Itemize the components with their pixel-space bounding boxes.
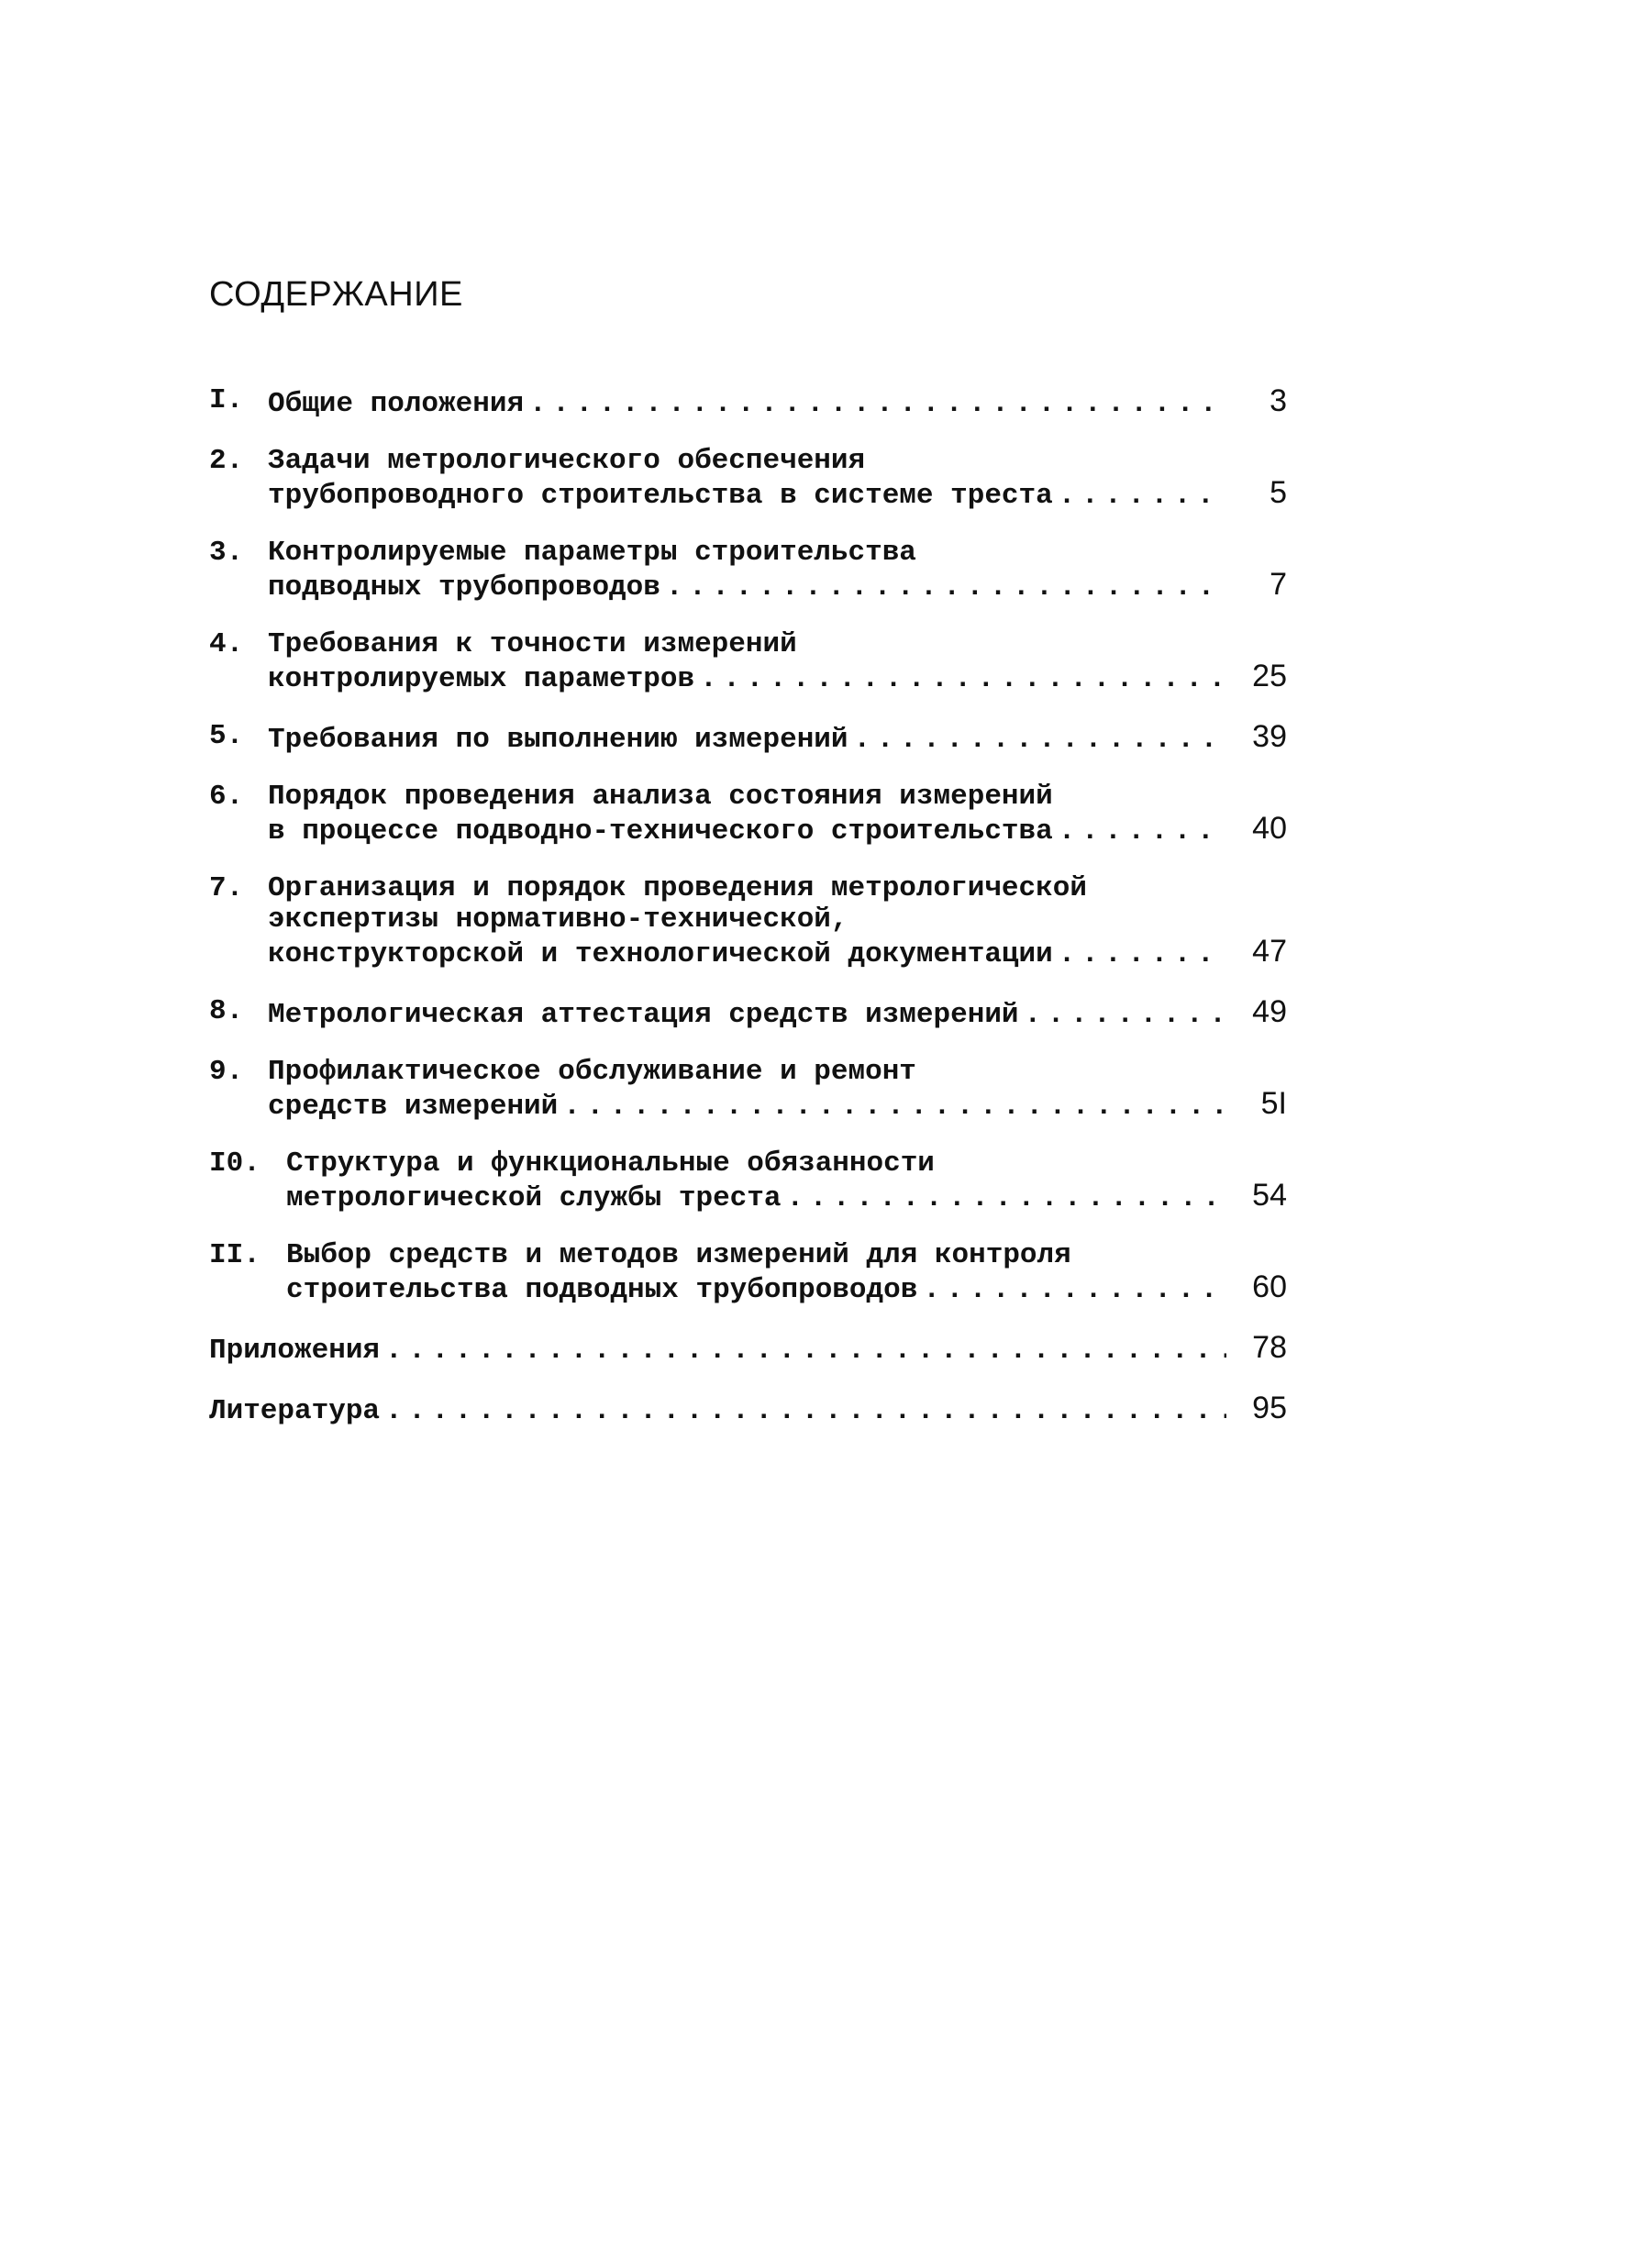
toc-entry-number: 2. [209,445,244,477]
dot-leader [854,725,1226,756]
toc-entry-11 [209,1240,1287,1306]
table-of-contents [209,385,1287,1453]
toc-entry-page: 3 [1269,383,1287,418]
toc-entry-page: 25 [1252,659,1287,693]
dot-leader [700,664,1226,695]
toc-entry-8 [209,996,1287,1031]
dot-leader [1059,481,1226,512]
toc-entry-page: 5I [1260,1086,1287,1121]
toc-entry-page: 54 [1252,1178,1287,1213]
toc-entry-last-line [268,996,1287,1031]
toc-entry-line: Требования к точности измерений [268,629,797,660]
toc-entry-body [209,1392,1287,1427]
dot-leader [666,572,1226,604]
toc-entry-number: 9. [209,1056,244,1088]
toc-entry-line: Контролируемые параметры строительства [268,538,916,569]
toc-entry-9 [209,1057,1287,1123]
toc-entry-title: Литература [209,1395,381,1427]
toc-entry-3 [209,538,1287,604]
dot-leader [1059,939,1226,970]
toc-entry-title: контролируемых параметров [268,663,695,695]
toc-entry-number: I. [209,384,244,416]
toc-entry-number: 7. [209,872,244,904]
toc-entry-number: 3. [209,537,244,569]
toc-entry-title: Общие положения [268,388,525,420]
toc-entry-last-line [268,813,1287,848]
toc-entry-title: метрологической службы треста [286,1182,782,1214]
toc-entry-number: II. [209,1239,261,1271]
dot-leader [385,1336,1226,1367]
toc-entry-literature [209,1392,1287,1427]
toc-entry-2 [209,446,1287,512]
toc-entry-page: 40 [1252,811,1287,846]
toc-entry-number: I0. [209,1147,261,1180]
toc-entry-line: экспертизы нормативно-технической, [268,904,848,936]
toc-entry-title: Метрологическая аттестация средств измерений [268,999,1019,1031]
dot-leader [385,1396,1226,1427]
toc-entry-7 [209,873,1287,970]
toc-entry-last-line [268,385,1287,420]
toc-heading: СОДЕРЖАНИЕ [209,275,463,314]
toc-entry-body [268,1057,1287,1123]
toc-entry-body [268,629,1287,695]
toc-entry-line: Профилактическое обслуживание и ремонт [268,1057,916,1088]
toc-entry-line: Организация и порядок проведения метрологической [268,873,1087,904]
toc-entry-last-line [209,1332,1287,1367]
toc-entry-page: 78 [1252,1330,1287,1365]
toc-entry-title: Требования по выполнению измерений [268,724,848,756]
toc-entry-title: подводных трубопроводов [268,571,660,604]
toc-entry-last-line [268,569,1287,604]
toc-entry-body [268,446,1287,512]
toc-entry-last-line [286,1180,1287,1214]
toc-entry-last-line [268,721,1287,756]
dot-leader [1025,1000,1226,1031]
toc-entry-number: 5. [209,720,244,752]
dot-leader [563,1092,1226,1123]
toc-entry-body [286,1148,1287,1214]
toc-entry-title: Приложения [209,1335,381,1367]
toc-entry-page: 60 [1252,1269,1287,1304]
toc-entry-body [268,781,1287,848]
toc-entry-title: средств измерений [268,1091,559,1123]
toc-entry-1 [209,385,1287,420]
dot-leader [923,1275,1226,1306]
toc-entry-body [268,538,1287,604]
toc-entry-body [268,721,1287,756]
toc-entry-appendices [209,1332,1287,1367]
toc-entry-title: строительства подводных трубопроводов [286,1274,918,1306]
toc-entry-number: 4. [209,628,244,660]
toc-entry-number: 8. [209,995,244,1027]
toc-entry-page: 49 [1252,994,1287,1029]
dot-leader [787,1183,1227,1214]
toc-entry-4 [209,629,1287,695]
toc-entry-last-line [268,1088,1287,1123]
toc-entry-page: 7 [1269,567,1287,602]
toc-entry-last-line [268,660,1287,695]
toc-entry-last-line [268,477,1287,512]
toc-entry-last-line [286,1271,1287,1306]
toc-entry-page: 39 [1252,719,1287,754]
toc-entry-page: 47 [1252,934,1287,969]
toc-entry-line: Порядок проведения анализа состояния измерений [268,781,1053,813]
toc-entry-body [209,1332,1287,1367]
toc-entry-10 [209,1148,1287,1214]
toc-entry-body [268,873,1287,970]
toc-entry-page: 5 [1269,475,1287,510]
toc-entry-number: 6. [209,781,244,813]
toc-entry-title: в процессе подводно-технического строительства [268,815,1053,848]
toc-entry-line: Выбор средств и методов измерений для контроля [286,1240,1071,1271]
toc-entry-title: конструкторской и технологической документации [268,938,1053,970]
toc-entry-body [268,385,1287,420]
toc-entry-line: Задачи метрологического обеспечения [268,446,866,477]
toc-entry-body [286,1240,1287,1306]
toc-entry-last-line [209,1392,1287,1427]
dot-leader [529,389,1226,420]
toc-entry-last-line [268,936,1287,970]
toc-entry-page: 95 [1252,1391,1287,1425]
toc-entry-5 [209,721,1287,756]
dot-leader [1059,816,1226,848]
toc-entry-body [268,996,1287,1031]
toc-entry-6 [209,781,1287,848]
toc-entry-title: трубопроводного строительства в системе треста [268,480,1053,512]
toc-entry-line: Структура и функциональные обязанности [286,1148,935,1180]
